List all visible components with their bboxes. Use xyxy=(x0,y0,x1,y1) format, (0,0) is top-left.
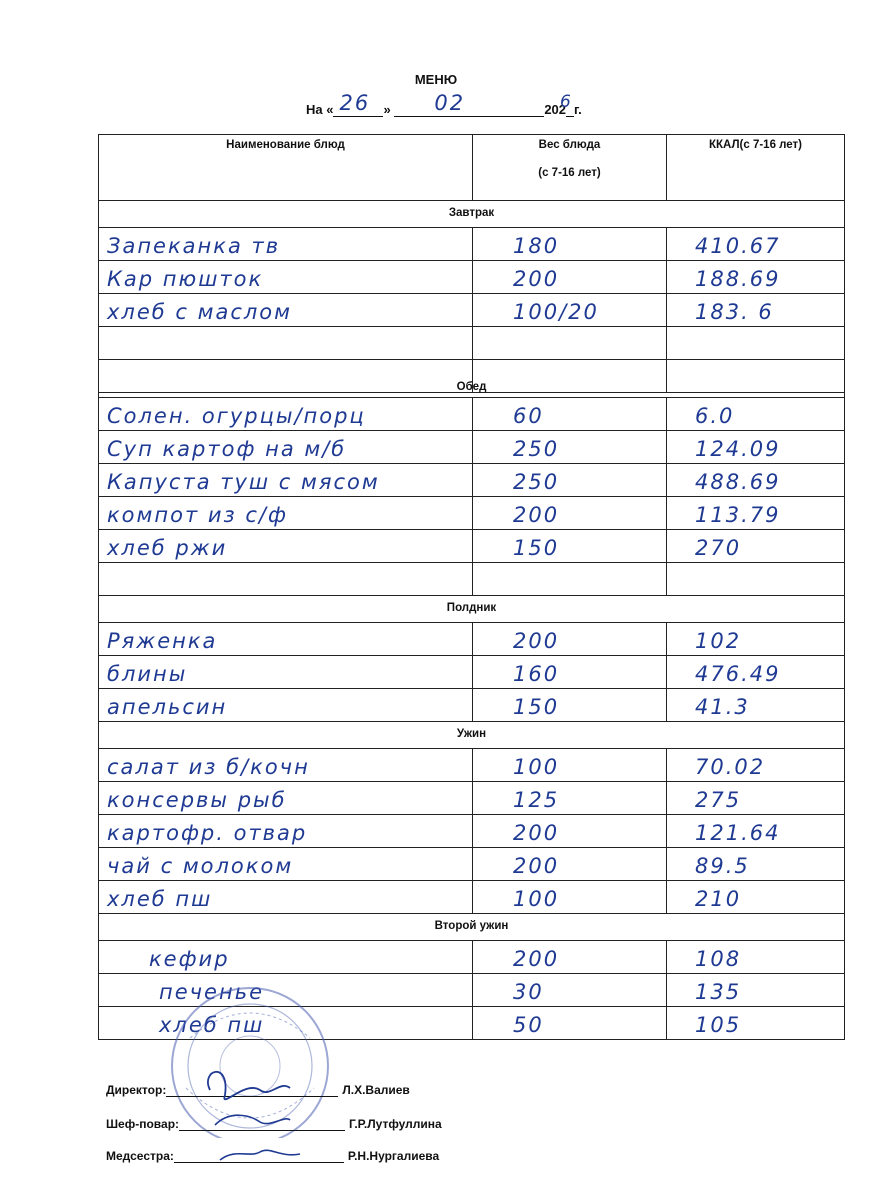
dish-name: кефир xyxy=(99,941,473,974)
dish-weight: 30 xyxy=(473,974,667,1007)
dish-weight: 100 xyxy=(473,881,667,914)
empty-row xyxy=(99,563,845,596)
signature-name: Г.Р.Лутфуллина xyxy=(349,1117,442,1131)
dish-kcal: 488.69 xyxy=(667,464,845,497)
dish-kcal: 275 xyxy=(667,782,845,815)
table-row xyxy=(99,941,845,974)
table-row xyxy=(99,464,845,497)
table-row xyxy=(99,497,845,530)
dish-name: блины xyxy=(99,656,473,689)
dish-weight: 150 xyxy=(473,689,667,722)
dish-kcal: 70.02 xyxy=(667,749,845,782)
dish-kcal: 113.79 xyxy=(667,497,845,530)
dish-name: салат из б/кочн xyxy=(99,749,473,782)
dish-name: компот из с/ф xyxy=(99,497,473,530)
table-row xyxy=(99,228,845,261)
table-row xyxy=(99,848,845,881)
dish-weight: 180 xyxy=(473,228,667,261)
table-row xyxy=(99,294,845,327)
dish-kcal: 410.67 xyxy=(667,228,845,261)
table-row xyxy=(99,623,845,656)
dish-weight: 160 xyxy=(473,656,667,689)
dish-weight: 200 xyxy=(473,815,667,848)
date-line xyxy=(306,91,582,117)
dish-kcal: 121.64 xyxy=(667,815,845,848)
month-blank xyxy=(394,91,544,117)
dish-kcal: 6.0 xyxy=(667,398,845,431)
table-row xyxy=(99,261,845,294)
dish-weight: 200 xyxy=(473,261,667,294)
dish-weight: 100 xyxy=(473,749,667,782)
section-dinner: Ужин xyxy=(99,722,845,749)
dish-kcal: 270 xyxy=(667,530,845,563)
page-title: МЕНЮ xyxy=(414,72,458,87)
year-prefix: 202 xyxy=(544,102,567,117)
dish-weight: 50 xyxy=(473,1007,667,1040)
dish-name: Кар пюшток xyxy=(99,261,473,294)
dish-kcal: 476.49 xyxy=(667,656,845,689)
dish-name: печенье xyxy=(99,974,473,1007)
dish-kcal: 41.3 xyxy=(667,689,845,722)
month-handwritten: 02 xyxy=(434,91,466,115)
menu-table xyxy=(98,134,845,1040)
table-row xyxy=(99,530,845,563)
dish-kcal: 188.69 xyxy=(667,261,845,294)
dish-weight: 200 xyxy=(473,623,667,656)
header-dish-name: Наименование блюд xyxy=(99,135,473,201)
dish-name: Ряженка xyxy=(99,623,473,656)
signature-role: Шеф-повар: xyxy=(106,1117,180,1131)
dish-weight: 200 xyxy=(473,497,667,530)
table-row xyxy=(99,398,845,431)
table-row xyxy=(99,782,845,815)
dish-kcal: 108 xyxy=(667,941,845,974)
dish-kcal: 183. 6 xyxy=(667,294,845,327)
year-digit-handwritten: 6 xyxy=(560,92,573,112)
dish-name: апельсин xyxy=(99,689,473,722)
empty-row xyxy=(99,327,845,360)
year-suffix: г. xyxy=(574,102,582,117)
table-row xyxy=(99,431,845,464)
dish-name: Запеканка тв xyxy=(99,228,473,261)
table-row xyxy=(99,689,845,722)
dish-kcal: 89.5 xyxy=(667,848,845,881)
dish-weight: 250 xyxy=(473,431,667,464)
section-lunch: Обед xyxy=(99,393,845,398)
dish-kcal: 135 xyxy=(667,974,845,1007)
signature-name: Л.Х.Валиев xyxy=(342,1083,410,1097)
dish-name: консервы рыб xyxy=(99,782,473,815)
table-row xyxy=(99,656,845,689)
dish-kcal: 210 xyxy=(667,881,845,914)
table-row xyxy=(99,881,845,914)
header-kcal: ККАЛ(с 7-16 лет) xyxy=(667,135,845,201)
signature-scribbles xyxy=(190,1050,330,1190)
dish-weight: 150 xyxy=(473,530,667,563)
dish-name: хлеб пш xyxy=(99,1007,473,1040)
dish-name: картофр. отвар xyxy=(99,815,473,848)
dish-name: Суп картоф на м/б xyxy=(99,431,473,464)
dish-name: чай с молоком xyxy=(99,848,473,881)
dish-kcal: 102 xyxy=(667,623,845,656)
dish-name: хлеб ржи xyxy=(99,530,473,563)
dish-name: Капуста туш с мясом xyxy=(99,464,473,497)
date-prefix: На « xyxy=(306,102,334,117)
section-breakfast: Завтрак xyxy=(99,201,845,228)
dish-weight: 125 xyxy=(473,782,667,815)
year-blank xyxy=(560,92,574,117)
date-mid: » xyxy=(383,102,391,117)
table-row xyxy=(99,749,845,782)
dish-weight: 200 xyxy=(473,848,667,881)
section-second-dinner: Второй ужин xyxy=(99,914,845,941)
dish-kcal: 105 xyxy=(667,1007,845,1040)
dish-name: хлеб пш xyxy=(99,881,473,914)
dish-kcal: 124.09 xyxy=(667,431,845,464)
dish-weight: 200 xyxy=(473,941,667,974)
day-handwritten: 26 xyxy=(339,91,371,115)
dish-weight: 60 xyxy=(473,398,667,431)
dish-name: хлеб с маслом xyxy=(99,294,473,327)
signature-name: Р.Н.Нургалиева xyxy=(347,1149,440,1163)
section-afternoon-snack: Полдник xyxy=(99,596,845,623)
signature-role: Медсестра: xyxy=(106,1149,174,1163)
dish-name: Солен. огурцы/порц xyxy=(99,398,473,431)
day-blank xyxy=(333,91,383,117)
table-row xyxy=(99,815,845,848)
dish-weight: 250 xyxy=(473,464,667,497)
signature-role: Директор: xyxy=(106,1083,167,1097)
dish-weight: 100/20 xyxy=(473,294,667,327)
header-weight: Вес блюда (с 7-16 лет) xyxy=(473,135,667,201)
